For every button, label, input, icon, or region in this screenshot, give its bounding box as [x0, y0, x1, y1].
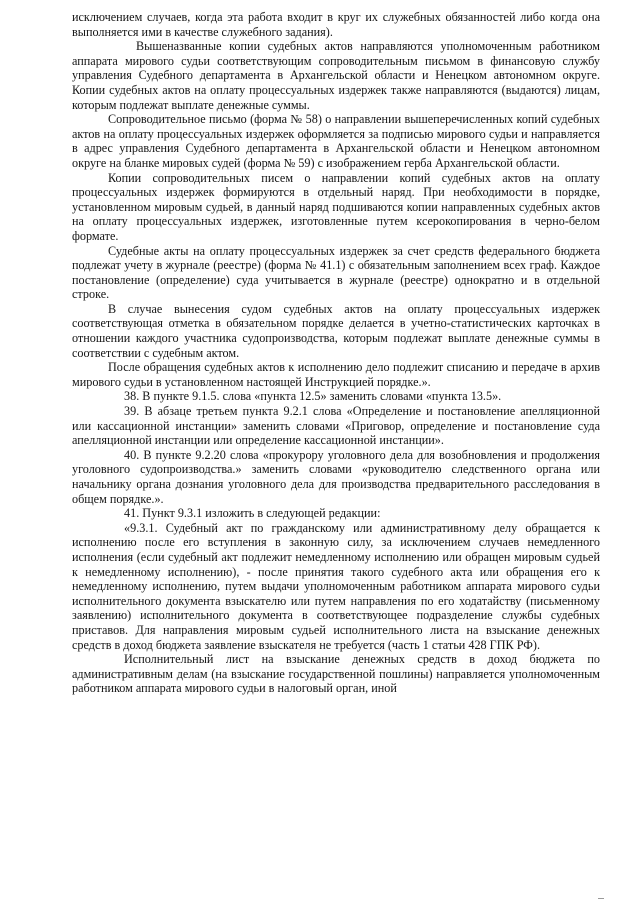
paragraph-copies-sent: Вышеназванные копии судебных актов направляются уполномоченным работником аппарата мирового судьи соответствующим сопроводительным письмом в финансовую службу управления Судебного департамента в Архангельской области и Ненецком автономном округе. Копии судебных актов на оплату процессуальных издержек также направляются (выдаются) лицам, которым подлежат выплате денежные суммы.	[72, 39, 600, 112]
paragraph-writ-of-execution: Исполнительный лист на взыскание денежных средств в доход бюджета по административным делам (на взыскание государственной пошлины) направляется уполномоченным работником аппарата мирового судьи в налоговый орган, иной	[72, 652, 600, 696]
scan-mark	[598, 898, 604, 899]
paragraph-9-3-1: «9.3.1. Судебный акт по гражданскому или административному делу обращается к исполнению после его вступления в законную силу, за исключением случаев немедленного исполнения (если судебный акт подлежит немедленному исполнению или обращен мировым судьей к немедленному исполнению), - после принятия такого судебного акта или обращения его к немедленному исполнению, путем выдачи уполномоченным работником аппарата мирового судьи исполнительного документа взыскателю или путем направления по его ходатайству (письменному заявлению) исполнительного документа в соответствующее подразделение службы судебных приставов. Для направления мировым судьей исполнительного листа на взыскание денежных средств в доход бюджета заявление взыскателя не требуется (часть 1 статьи 428 ГПК РФ).	[72, 520, 600, 652]
paragraph-item-39: 39. В абзаце третьем пункта 9.2.1 слова «Определение и постановление апелляционной или кассационной инстанции» заменить словами «Приговор, определение и постановление суда апелляционной инстанции или определение кассационной инстанции».	[72, 404, 600, 448]
paragraph-continuation: исключением случаев, когда эта работа входит в круг их служебных обязанностей либо когда она выполняется ими в качестве служебного задания).	[72, 10, 600, 39]
paragraph-item-40: 40. В пункте 9.2.20 слова «прокурору уголовного дела для возобновления и продолжения уголовного судопроизводства.» заменить словами «руководителю следственного органа или начальнику органа дознания уголовного дела для производства предварительного расследования в общем порядке.».	[72, 447, 600, 506]
paragraph-statistics-cards: В случае вынесения судом судебных актов на оплату процессуальных издержек соответствующая отметка в обязательном порядке делается в учетно-статистических карточках в отношении каждого участника судопроизводства, которым подлежат выплате денежные суммы в соответствии с судебным актом.	[72, 301, 600, 360]
paragraph-item-38: 38. В пункте 9.1.5. слова «пункта 12.5» заменить словами «пункта 13.5».	[124, 389, 502, 404]
paragraph-item-41: 41. Пункт 9.3.1 изложить в следующей редакции:	[124, 506, 381, 521]
paragraph-letter-copies: Копии сопроводительных писем о направлении копий судебных актов на оплату процессуальных издержек формируются в отдельный наряд. При необходимости в порядке, установленном мировым судьей, в данный наряд подшиваются копии направленных судебных актов на оплату процессуальных издержек, изготовленные путем ксерокопирования в черно-белом формате.	[72, 170, 600, 243]
paragraph-archive-transfer: После обращения судебных актов к исполнению дело подлежит списанию и передаче в архив мирового судьи в установленном настоящей Инструкцией порядке.».	[72, 360, 600, 389]
document-page	[72, 10, 600, 696]
paragraph-journal-registration: Судебные акты на оплату процессуальных издержек за счет средств федерального бюджета подлежат учету в журнале (реестре) (форма № 41.1) с обязательным заполнением всех граф. Каждое постановление (определение) суда учитывается в журнале (реестре) однократно и в отдельной строке.	[72, 243, 600, 302]
paragraph-cover-letter: Сопроводительное письмо (форма № 58) о направлении вышеперечисленных копий судебных актов на оплату процессуальных издержек оформляется за подписью мирового судьи и направляется в адрес управления Судебного департамента в Архангельской области и Ненецком автономном округе на бланке мировых судей (форма № 59) с изображением герба Архангельской области.	[72, 112, 600, 170]
